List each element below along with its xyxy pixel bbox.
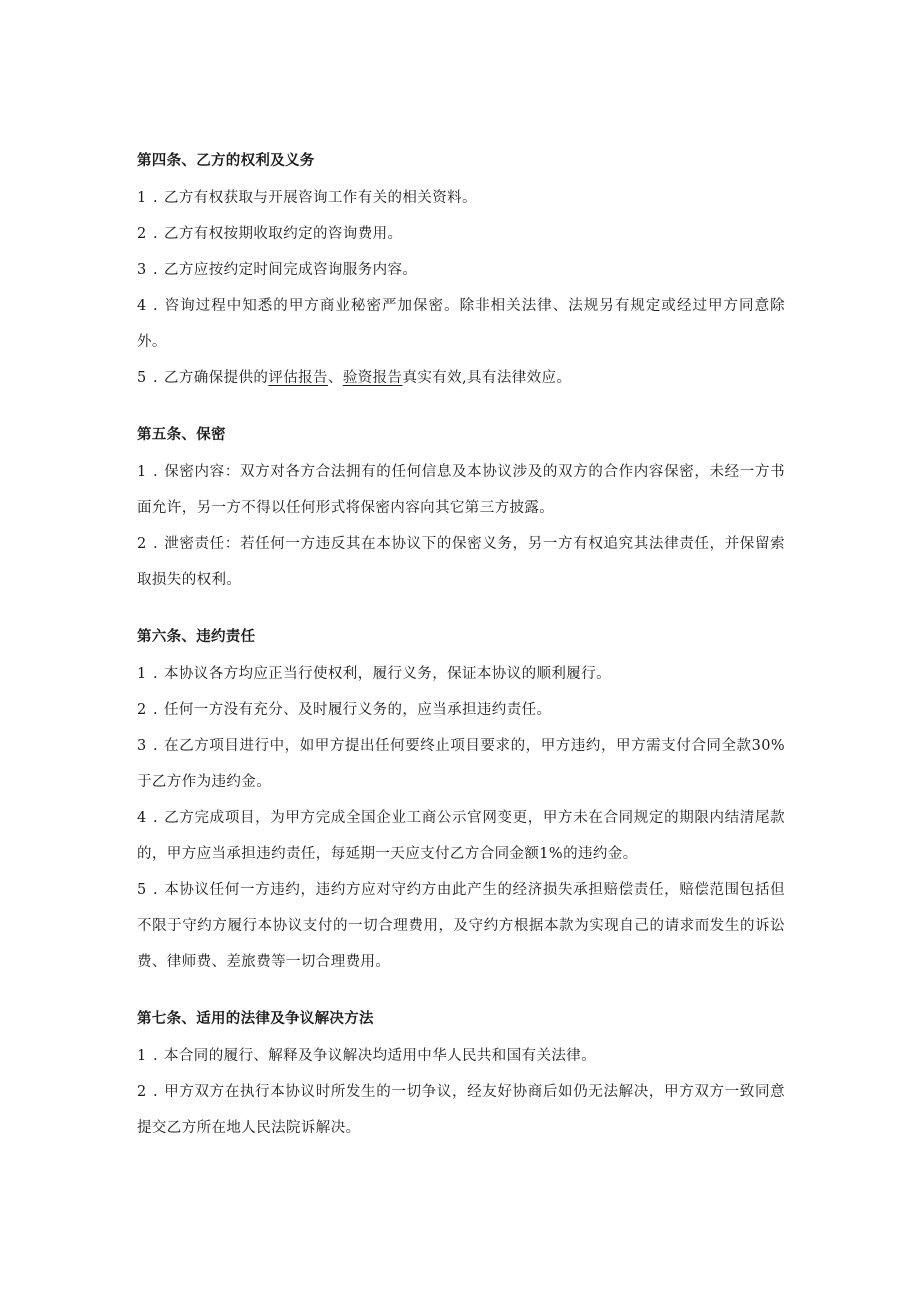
list-item (137, 872, 785, 980)
item-number: 1 (137, 1048, 147, 1064)
item-separator: . (153, 262, 159, 278)
item-text: 任何一方没有充分、及时履行义务的，应当承担违约责任。 (164, 702, 552, 718)
section-article-6 (137, 626, 785, 980)
list-item (137, 252, 785, 288)
item-text-mid: 、 (327, 370, 343, 386)
item-separator: . (153, 702, 159, 718)
section-article-5 (137, 424, 785, 598)
item-separator: . (153, 370, 159, 386)
item-text: 本合同的履行、解释及争议解决均适用中华人民共和国有关法律。 (164, 1048, 597, 1064)
item-separator: . (153, 666, 159, 682)
evaluation-report-link[interactable]: 评估报告 (268, 370, 328, 386)
item-text: 本协议各方均应正当行使权利，履行义务，保证本协议的顺利履行。 (164, 666, 611, 682)
item-number: 2 (137, 226, 147, 242)
item-number: 5 (137, 882, 147, 898)
item-separator: . (153, 738, 159, 754)
item-number: 1 (137, 666, 147, 682)
list-item (137, 800, 785, 872)
item-text: 在乙方项目进行中，如甲方提出任何要终止项目要求的，甲方违约，甲方需支付合同全款30%于乙方作为违约金。 (137, 738, 785, 790)
item-text: 本协议任何一方违约，违约方应对守约方由此产生的经济损失承担赔偿责任，赔偿范围包括但不限于守约方履行本协议支付的一切合理费用，及守约方根据本款为实现自己的请求而发生的诉讼费、律师费、差旅费等一切合理费用。 (137, 882, 785, 970)
item-number: 4 (137, 298, 147, 314)
section-article-7 (137, 1008, 785, 1146)
list-item (137, 454, 785, 526)
item-number: 1 (137, 464, 147, 480)
list-item (137, 656, 785, 692)
list-item (137, 692, 785, 728)
section-article-4 (137, 150, 785, 396)
item-number: 3 (137, 262, 147, 278)
item-separator: . (153, 882, 159, 898)
list-item (137, 1074, 785, 1146)
list-item (137, 728, 785, 800)
item-separator: . (153, 464, 159, 480)
item-text: 咨询过程中知悉的甲方商业秘密严加保密。除非相关法律、法规另有规定或经过甲方同意除外。 (137, 298, 785, 350)
item-number: 2 (137, 702, 147, 718)
capital-verification-report-link[interactable]: 验资报告 (342, 370, 403, 386)
item-text: 保密内容：双方对各方合法拥有的任何信息及本协议涉及的双方的合作内容保密，未经一方书面允许，另一方不得以任何形式将保密内容向其它第三方披露。 (137, 464, 785, 516)
item-separator: . (153, 298, 159, 314)
list-item (137, 288, 785, 360)
section-title: 第四条、乙方的权利及义务 (137, 153, 315, 169)
item-number: 1 (137, 190, 147, 206)
item-text-after: 真实有效,具有法律效应。 (402, 370, 572, 386)
item-number: 4 (137, 810, 147, 826)
item-text: 泄密责任：若任何一方违反其在本协议下的保密义务，另一方有权追究其法律责任，并保留索取损失的权利。 (137, 536, 785, 588)
list-item (137, 1038, 785, 1074)
item-text: 乙方有权按期收取约定的咨询费用。 (164, 226, 403, 242)
item-text: 乙方完成项目，为甲方完成全国企业工商公示官网变更，甲方未在合同规定的期限内结清尾款的，甲方应当承担违约责任，每延期一天应支付乙方合同金额1%的违约金。 (137, 810, 785, 862)
document-page (137, 150, 785, 1174)
section-title: 第七条、适用的法律及争议解决方法 (137, 1011, 374, 1027)
list-item (137, 360, 785, 396)
item-separator: . (153, 190, 159, 206)
item-number: 2 (137, 1084, 147, 1100)
item-separator: . (153, 810, 159, 826)
section-title: 第六条、违约责任 (137, 629, 256, 645)
item-text: 甲方双方在执行本协议时所发生的一切争议，经友好协商后如仍无法解决，甲方双方一致同意提交乙方所在地人民法院诉解决。 (137, 1084, 785, 1136)
section-title: 第五条、保密 (137, 427, 226, 443)
item-text: 乙方应按约定时间完成咨询服务内容。 (164, 262, 418, 278)
list-item (137, 180, 785, 216)
item-number: 2 (137, 536, 147, 552)
item-text-before: 乙方确保提供的 (164, 370, 269, 386)
item-separator: . (153, 536, 159, 552)
item-number: 3 (137, 738, 147, 754)
item-separator: . (153, 1048, 159, 1064)
list-item (137, 216, 785, 252)
item-number: 5 (137, 370, 147, 386)
item-text: 乙方有权获取与开展咨询工作有关的相关资料。 (164, 190, 477, 206)
item-separator: . (153, 226, 159, 242)
list-item (137, 526, 785, 598)
item-separator: . (153, 1084, 159, 1100)
